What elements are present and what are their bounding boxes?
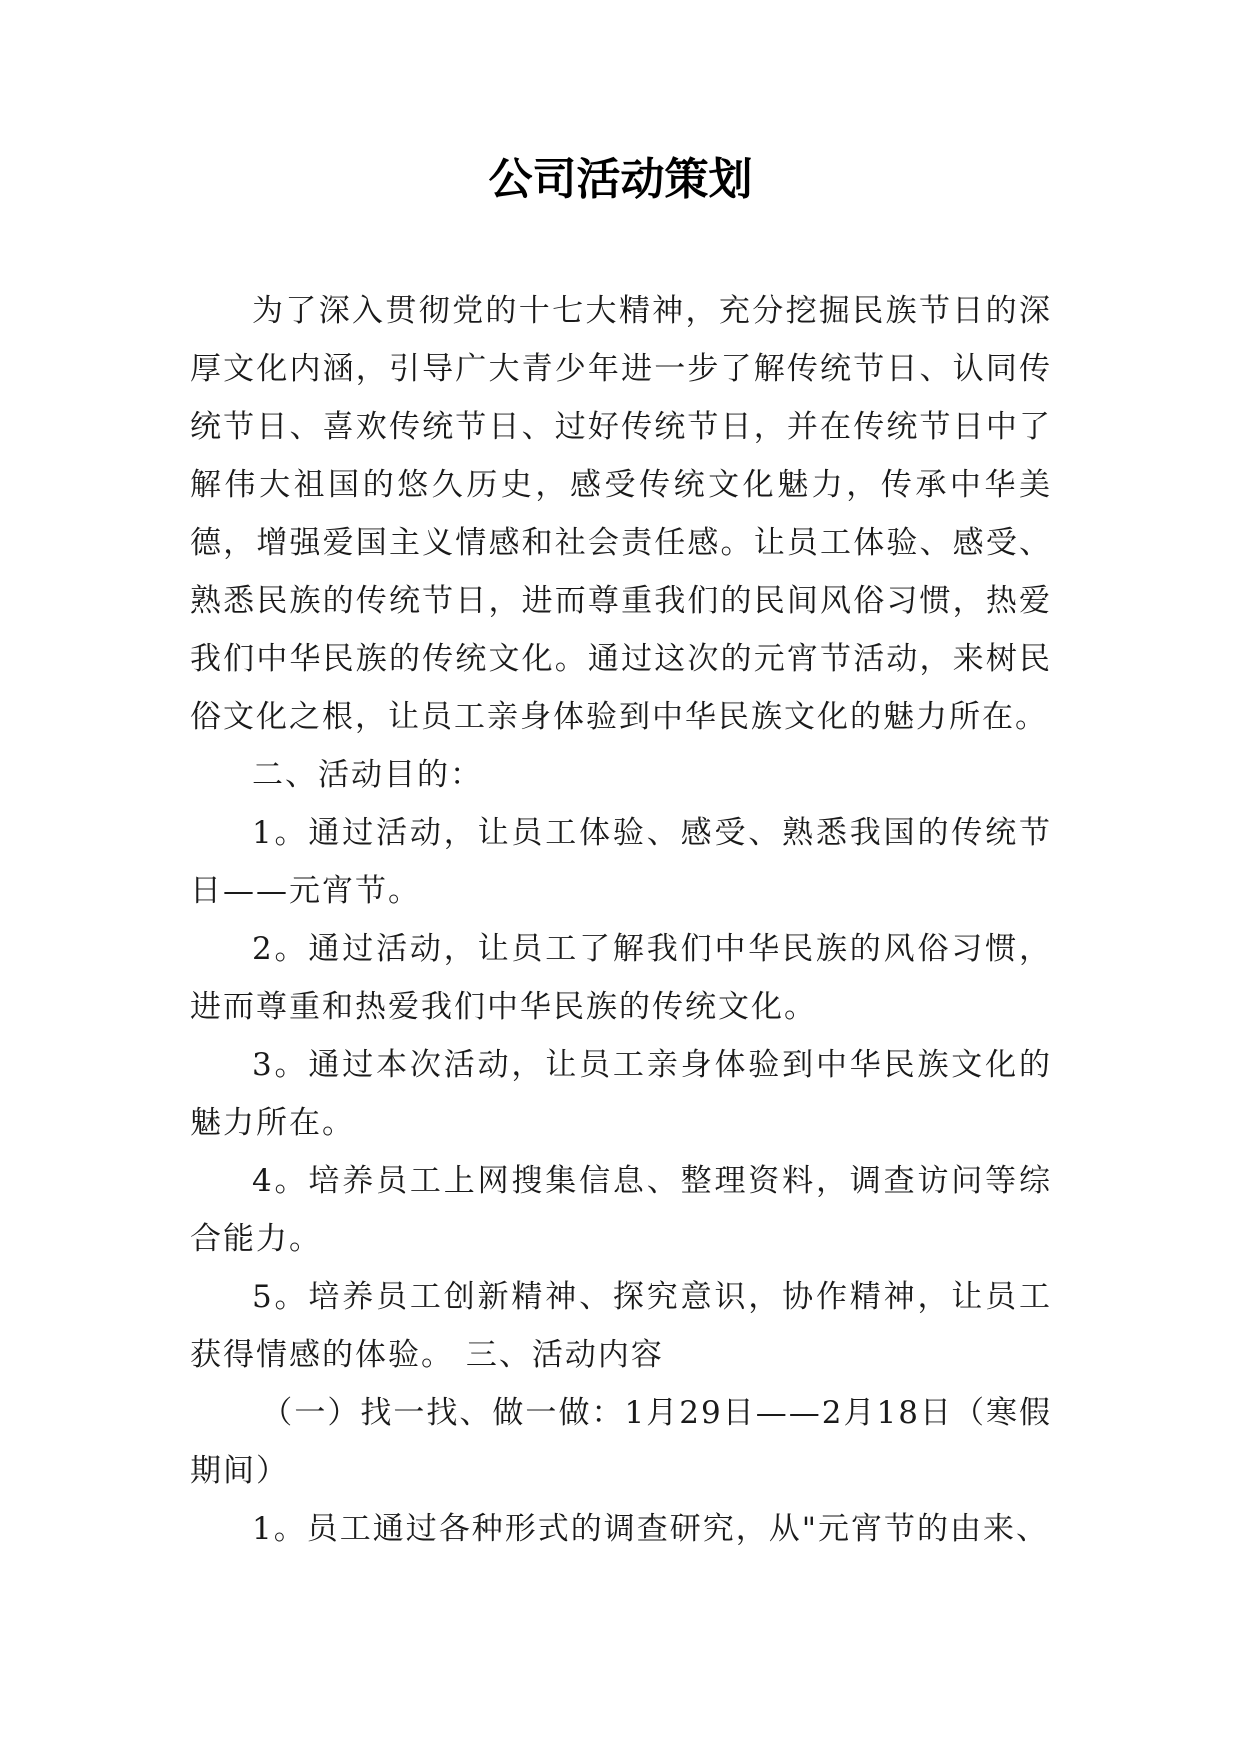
paragraph-intro: 为了深入贯彻党的十七大精神，充分挖掘民族节日的深厚文化内涵，引导广大青少年进一步了解传统节日、认同传统节日、喜欢传统节日、过好传统节日，并在传统节日中了解伟大祖国的悠久历史，感受传统文化魅力，传承中华美德，增强爱国主义情感和社会责任感。让员工体验、感受、熟悉民族的传统节日，进而尊重我们的民间风俗习惯，热爱我们中华民族的传统文化。通过这次的元宵节活动，来树民俗文化之根，让员工亲身体验到中华民族文化的魅力所在。 xyxy=(190,293,1052,735)
objective-item-5: 5。培养员工创新精神、探究意识，协作精神，让员工获得情感的体验。 三、活动内容 xyxy=(190,1279,1052,1373)
document-body xyxy=(190,282,1052,1558)
content-item-1: 1。员工通过各种形式的调查研究，从"元宵节的由来、 xyxy=(252,1511,1049,1547)
content-subsection-1: （一）找一找、做一做：1月29日——2月18日（寒假期间） xyxy=(190,1395,1052,1489)
objective-item-1: 1。通过活动，让员工体验、感受、熟悉我国的传统节日——元宵节。 xyxy=(190,815,1052,909)
document-title: 公司活动策划 xyxy=(488,154,753,205)
objective-item-2: 2。通过活动，让员工了解我们中华民族的风俗习惯，进而尊重和热爱我们中华民族的传统文化。 xyxy=(190,931,1052,1025)
objective-item-3: 3。通过本次活动，让员工亲身体验到中华民族文化的魅力所在。 xyxy=(190,1047,1052,1141)
section-heading-objectives: 二、活动目的： xyxy=(252,757,483,793)
objective-item-4: 4。培养员工上网搜集信息、整理资料，调查访问等综合能力。 xyxy=(190,1163,1052,1257)
